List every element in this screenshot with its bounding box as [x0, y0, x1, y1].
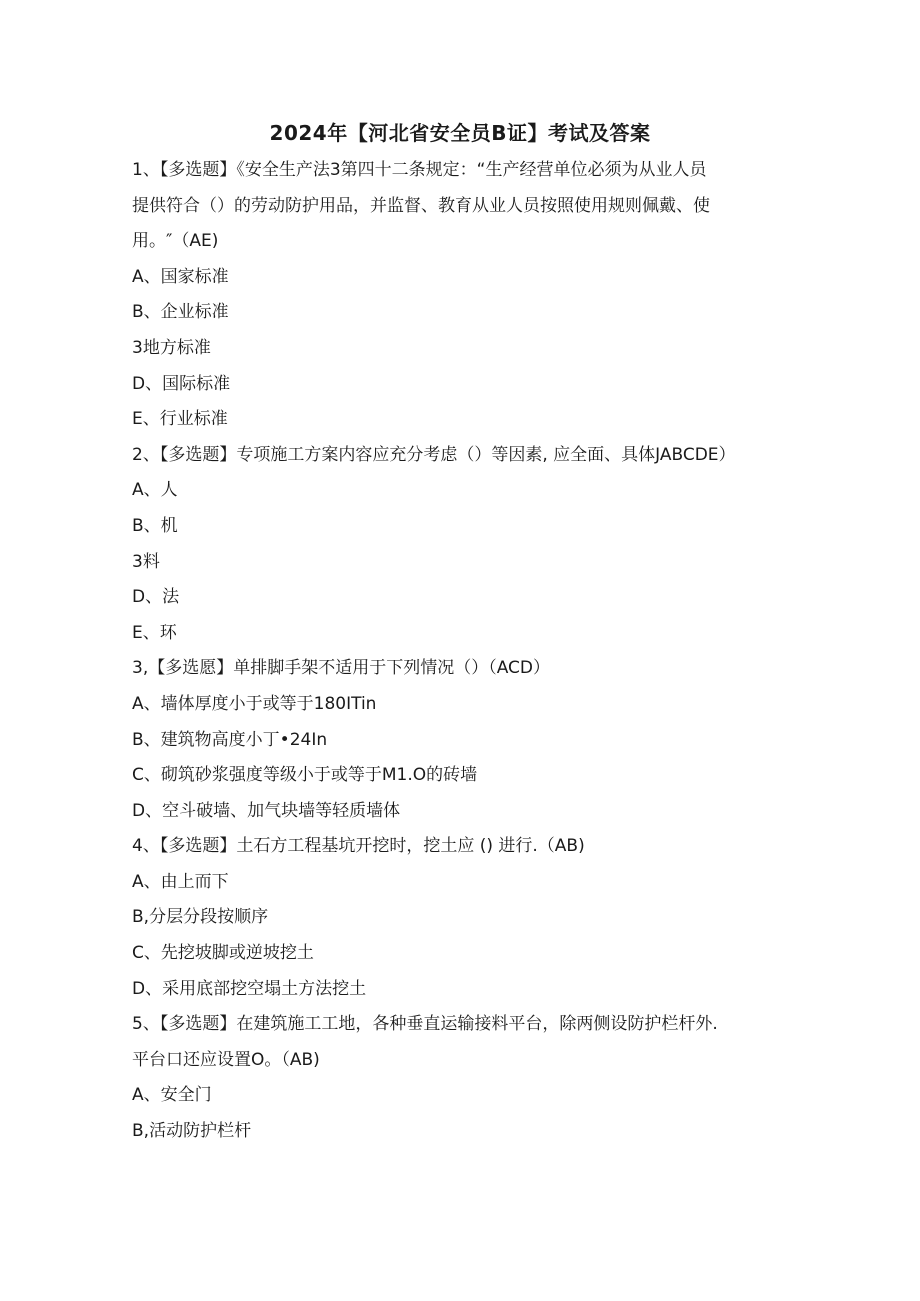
question-1-option-d: D、国际标准	[132, 373, 231, 394]
question-3-option-d: D、空斗破墙、加气块墙等轻质墙体	[132, 800, 401, 821]
question-3-option-c: C、砌筑砂浆强度等级小于或等于M1.O的砖墙	[132, 765, 478, 786]
question-3-option-a: A、墙体厚度小于或等于180ITin	[132, 693, 377, 714]
question-2-option-b: B、机	[132, 515, 178, 536]
question-4-stem: 4、【多选题】土石方工程基坑开挖时，挖土应 () 进行.（AB)	[132, 836, 585, 857]
question-4-option-d: D、采用底部挖空塌土方法挖土	[132, 978, 367, 999]
question-4-option-c: C、先挖坡脚或逆坡挖土	[132, 943, 314, 964]
document-title: 2024年【河北省安全员B证】考试及答案	[269, 121, 651, 145]
question-3-stem: 3,【多选愿】单排脚手架不适用于下列情况（）（ACD）	[132, 658, 551, 679]
question-1-option-b: B、企业标准	[132, 302, 229, 323]
question-1-option-c: 3地方标准	[132, 337, 211, 358]
question-4-option-b: B,分层分段按顺序	[132, 907, 269, 928]
question-5-stem-line-1: 5、【多选题】在建筑施工工地，各种垂直运输接料平台，除两侧设防护栏杆外.	[132, 1014, 718, 1035]
question-1-option-e: E、行业标准	[132, 409, 228, 430]
question-2-stem: 2、【多选题】专项施工方案内容应充分考虑（）等因素, 应全面、具体JABCDE）	[132, 444, 736, 465]
question-2-option-e: E、环	[132, 622, 177, 643]
question-5-stem-line-2: 平台口还应设置O。（AB)	[132, 1049, 320, 1070]
question-3-option-b: B、建筑物高度小丁•24In	[132, 729, 328, 750]
question-2-option-a: A、人	[132, 480, 178, 501]
question-1-stem-line-3: 用。″（AE)	[132, 231, 219, 252]
question-4-option-a: A、由上而下	[132, 871, 229, 892]
question-5-option-b: B,活动防护栏杆	[132, 1121, 252, 1142]
question-1-option-a: A、国家标准	[132, 266, 229, 287]
question-2-option-c: 3料	[132, 551, 160, 572]
question-2-option-d: D、法	[132, 587, 180, 608]
question-1-stem-line-2: 提供符合（）的劳动防护用品，并监督、教育从业人员按照使用规则佩戴、使	[132, 195, 710, 216]
question-1-stem-line-1: 1、【多选题】《安全生产法3第四十二条规定：“生产经营单位必须为从业人员	[132, 160, 707, 180]
question-content	[132, 153, 792, 1150]
question-5-option-a: A、安全门	[132, 1085, 212, 1106]
